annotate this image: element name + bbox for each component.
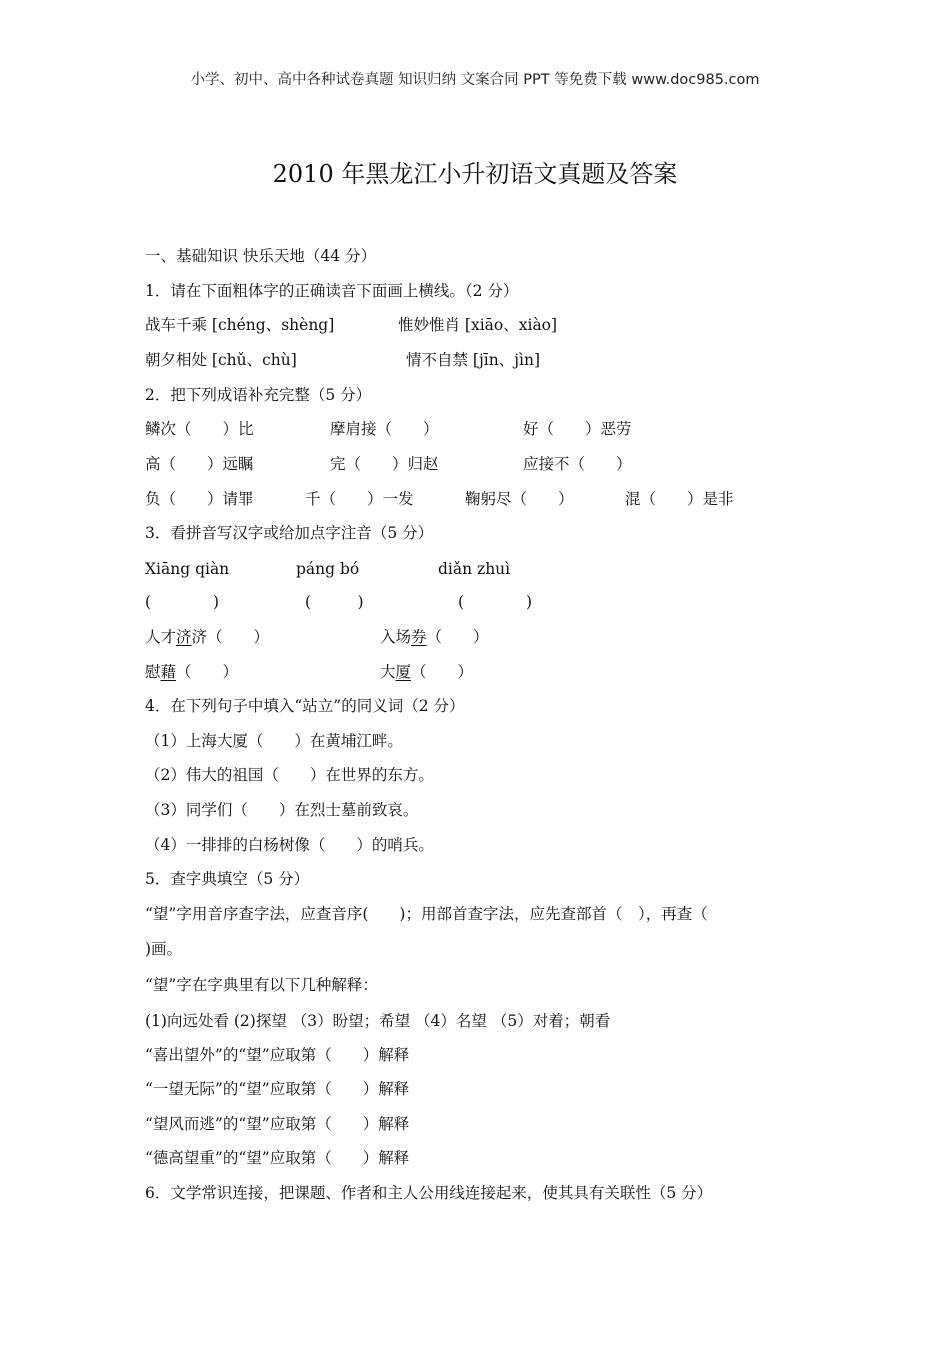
q3-word-ruchangquan: 入场券（ ） [380,628,489,646]
q2-item: 鳞次（ ）比 [145,420,254,438]
q2-item: 负（ ）请罪 [145,490,254,508]
page-header: 小学、初中、高中各种试卷真题 知识归纳 文案合同 PPT 等免费下载 www.doc985.com [190,72,760,88]
q2-item: 混（ ）是非 [625,490,734,508]
q3-blank: ( ) [145,593,220,611]
q1-item: 惟妙惟肖 [xiāo、xiào] [398,316,558,334]
q3-blank: ( ) [305,593,364,611]
q3-pinyin: Xiāng qiàn [145,560,230,578]
q1-item: 战车千乘 [chéng、shèng] [145,316,335,334]
q4-item: （4）一排排的白杨树像（ ）的哨兵。 [145,836,434,854]
q6-title: 6．文学常识连接，把课题、作者和主人公用线连接起来，使其具有关联性（5 分） [145,1184,713,1202]
q4-item: （1）上海大厦（ ）在黄埔江畔。 [145,732,403,750]
q3-pinyin: diǎn zhuì [438,560,511,578]
q5-definitions: (1)向远处看 (2)探望 （3）盼望；希望 （4）名望 （5）对着；朝看 [145,1012,611,1030]
q5-item: “德高望重”的“望”应取第（ ）解释 [145,1149,410,1167]
q2-title: 2．把下列成语补充完整（5 分） [145,386,372,404]
page-title: 2010 年黑龙江小升初语文真题及答案 [272,160,678,188]
q2-item: 鞠躬尽（ ） [465,490,574,508]
q5-line: “望”字用音序查字法，应查音序( )；用部首查字法，应先查部首（ ），再查（ [145,905,708,923]
q3-title: 3．看拼音写汉字或给加点字注音（5 分） [145,524,434,542]
q2-item: 应接不（ ） [523,455,632,473]
q3-word-dasha: 大厦（ ） [380,663,474,681]
q2-item: 完（ ）归赵 [330,455,439,473]
q3-word-rencai: 人才济济（ ） [145,628,270,646]
q5-line: )画。 [145,940,183,958]
q4-item: （2）伟大的祖国（ ）在世界的东方。 [145,766,434,784]
q5-title: 5．查字典填空（5 分） [145,870,310,888]
q3-pinyin: páng bó [296,560,360,578]
q2-item: 好（ ）恶劳 [523,420,632,438]
q2-item: 摩肩接（ ） [330,420,439,438]
q5-item: “一望无际”的“望”应取第（ ）解释 [145,1080,410,1098]
q4-item: （3）同学们（ ）在烈士墓前致哀。 [145,801,419,819]
q4-title: 4．在下列句子中填入“站立”的同义词（2 分） [145,697,465,715]
q3-blank: ( ) [458,593,533,611]
q2-item: 高（ ）远瞩 [145,455,254,473]
q1-item: 情不自禁 [jīn、jìn] [406,351,541,369]
q5-item: “喜出望外”的“望”应取第（ ）解释 [145,1046,410,1064]
q5-line: “望”字在字典里有以下几种解释： [145,976,378,994]
section-heading: 一、基础知识 快乐天地（44 分） [145,247,377,265]
q3-word-weijie: 慰藉（ ） [145,663,239,681]
q1-item: 朝夕相处 [chǔ、chù] [145,351,297,369]
q2-item: 千（ ）一发 [305,490,414,508]
q5-item: “望风而逃”的“望”应取第（ ）解释 [145,1115,410,1133]
q1-title: 1．请在下面粗体字的正确读音下面画上横线。（2 分） [145,282,519,300]
